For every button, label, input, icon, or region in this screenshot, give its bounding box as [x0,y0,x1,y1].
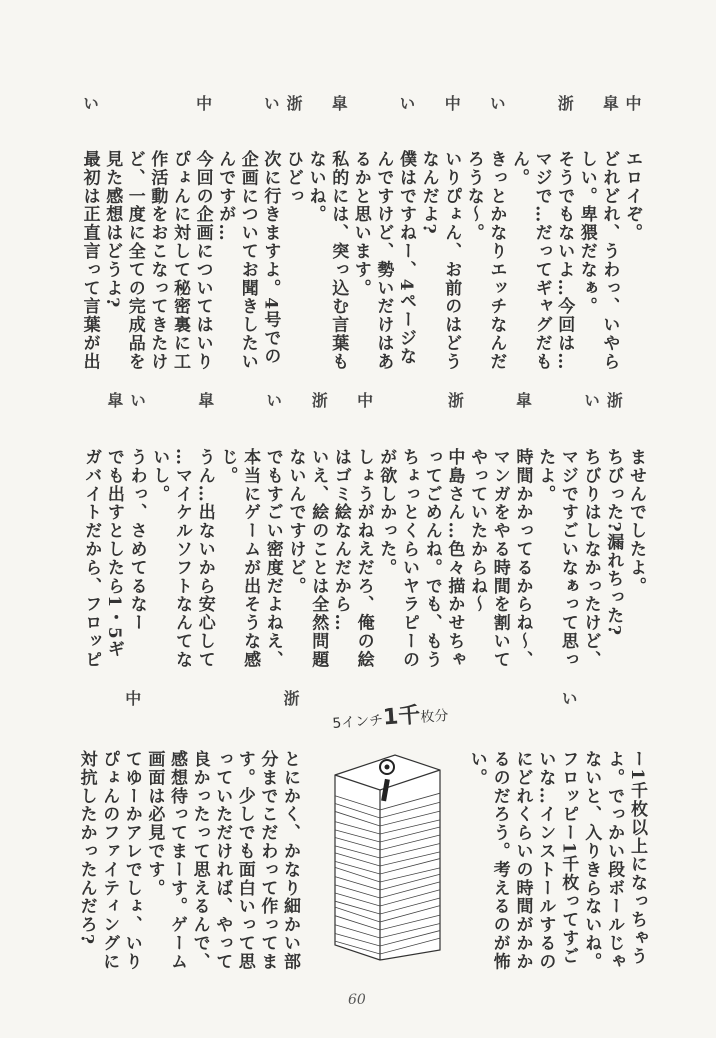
text-column: いえ、絵のことは全然問題 [308,448,329,669]
speaker-label: 皐 [513,392,533,408]
text-column: 感想待ってまーす。ゲーム [167,750,187,971]
text-column: 対抗したかったんだろ? [76,750,97,946]
text-column: 分までこだわって作ってま [257,750,278,971]
speaker-label: 中 [623,95,642,111]
text-column: ないと、入りきらないね。 [581,750,602,971]
text-column: いな…インストールするの [535,750,556,971]
text-column: 画面は必見です。 [144,750,165,898]
text-column: 最初は正直言って言葉が出 [79,150,100,371]
text-column: …マイケルソフトなんてな [172,448,192,669]
text-column: フロッピー1千枚ってすご [558,750,579,966]
text-column: マンガをやる時間を割いて [489,448,510,669]
text-column: いし。 [149,448,170,504]
text-column: んですが… [215,150,236,242]
text-column: ませんでしたよ。 [626,448,646,596]
speaker-label: い [263,392,283,408]
text-column: るのだろう。考えるのが怖 [489,750,510,971]
speaker-label: い [80,95,100,111]
text-column: 良かったって思えるんで、 [189,750,210,971]
speaker-label: 浙 [555,95,575,111]
text-column: んですけど、勢いだけはあ [373,150,394,371]
text-column: てゆーかアレでしょ、いり [121,750,142,971]
text-column: しい。卑猥だなぁ。 [576,150,597,316]
illustration-caption [331,696,449,735]
text-column: 本当にゲームが出そうな感 [240,448,261,669]
text-column: なんだよ? [418,150,439,235]
floppy-stack-illustration [325,735,445,965]
text-column: うわっ、さめてるなー [126,448,147,632]
text-column: きっとかなりエッチなんだ [486,150,507,371]
caption-text: 5インチ [331,712,384,733]
text-column: ってごめんね。でも、もう [421,448,442,669]
text-column: ちびりはしなかったけど、 [580,448,601,669]
text-column: どれどれ、うわっ、いやら [599,150,620,371]
text-column: マジで…だってギャグだも [531,150,552,371]
text-column: ないんですけど。 [285,448,306,596]
text-column: マジですごいなぁって思っ [557,448,578,669]
speaker-label: 浙 [309,392,329,408]
text-column: 今回の企画についてはいり [192,150,213,371]
text-column: ー1千枚以上になっちゃう [627,750,647,966]
text-column: うん…出ないから安心して [194,448,215,669]
text-column: たよ。 [535,448,556,504]
text-column: ん。 [509,150,529,187]
speaker-label: い [261,95,281,111]
text-column: ちょっとくらいヤラピーの [399,448,419,669]
text-column: 作活動をおこなってきたけ [147,150,168,371]
speaker-label: 中 [193,95,213,111]
text-column: 私的には、突っ込む言葉も [328,150,349,371]
speaker-label: 中 [354,392,374,408]
speaker-label: 皐 [195,392,215,408]
speaker-label: 皐 [600,95,620,111]
text-column: い。 [466,750,487,787]
text-column: ど、一度に全ての完成品を [124,150,145,371]
page-number: 60 [348,992,366,1008]
text-column: とにかく、かなり細かい部 [280,750,300,971]
text-column: っていただければ、やって [212,750,233,971]
speaker-label: い [487,95,507,111]
speaker-label: 浙 [445,392,465,408]
text-column: 中島さん…色々描かせちゃ [444,448,465,669]
speaker-label: い [559,690,579,706]
speaker-label: 中 [122,690,142,706]
speaker-label: 浙 [604,392,624,408]
text-column: ろうな～。 [463,150,484,242]
text-column: す。少しでも面白いって思 [234,750,255,971]
text-column: よ。でっかい段ボールじゃ [604,750,625,971]
speaker-label: い [397,95,416,111]
speaker-label: い [581,392,601,408]
text-column: でも出すとしたら1・5ギ [103,448,124,659]
text-column: ガバイトだから、フロッピ [81,448,102,669]
text-column: そうでもないよ…今回は… [554,150,575,371]
speaker-label: 中 [442,95,462,111]
text-column: 見た感想はどうよ? [102,150,123,309]
text-column: やっていたからね～ [467,448,488,614]
text-column: じ。 [217,448,238,485]
text-column: 次に行きますよ。4号での [260,150,281,366]
text-column: しょうがねえだろ、俺の絵 [353,448,374,669]
text-column: でもすごい密度だよねえ、 [262,448,283,669]
speaker-label: 皐 [329,95,349,111]
text-column: エロイぞ。 [622,150,642,242]
text-column: るかと思います。 [350,150,371,298]
text-column: ぴょんに対して秘密裏に工 [170,150,190,371]
text-column: ぴょんのファイティングに [99,750,120,971]
caption-emphasis: 1千 [382,702,422,731]
speaker-label: い [127,392,147,408]
text-column: 企画についてお聞きしたい [237,150,258,371]
speaker-label: 浙 [281,690,300,706]
text-column: ちびった?漏れちった? [603,448,624,637]
text-column: ないね。 [305,150,326,224]
text-column: にどれくらいの時間がかか [512,750,533,971]
speaker-label: 浙 [284,95,303,111]
text-column: ひどっ [283,150,303,206]
text-column: いりぴょん、お前のはどう [441,150,462,371]
text-column: が欲しかった。 [376,448,397,577]
caption-text: 枚分 [419,707,449,726]
text-column: 時間かかってるからね～、 [512,448,533,669]
speaker-label: 皐 [104,392,124,408]
text-column: はゴミ絵なんだから… [330,448,351,632]
text-column: 僕はですねー、4ページな [396,150,416,366]
